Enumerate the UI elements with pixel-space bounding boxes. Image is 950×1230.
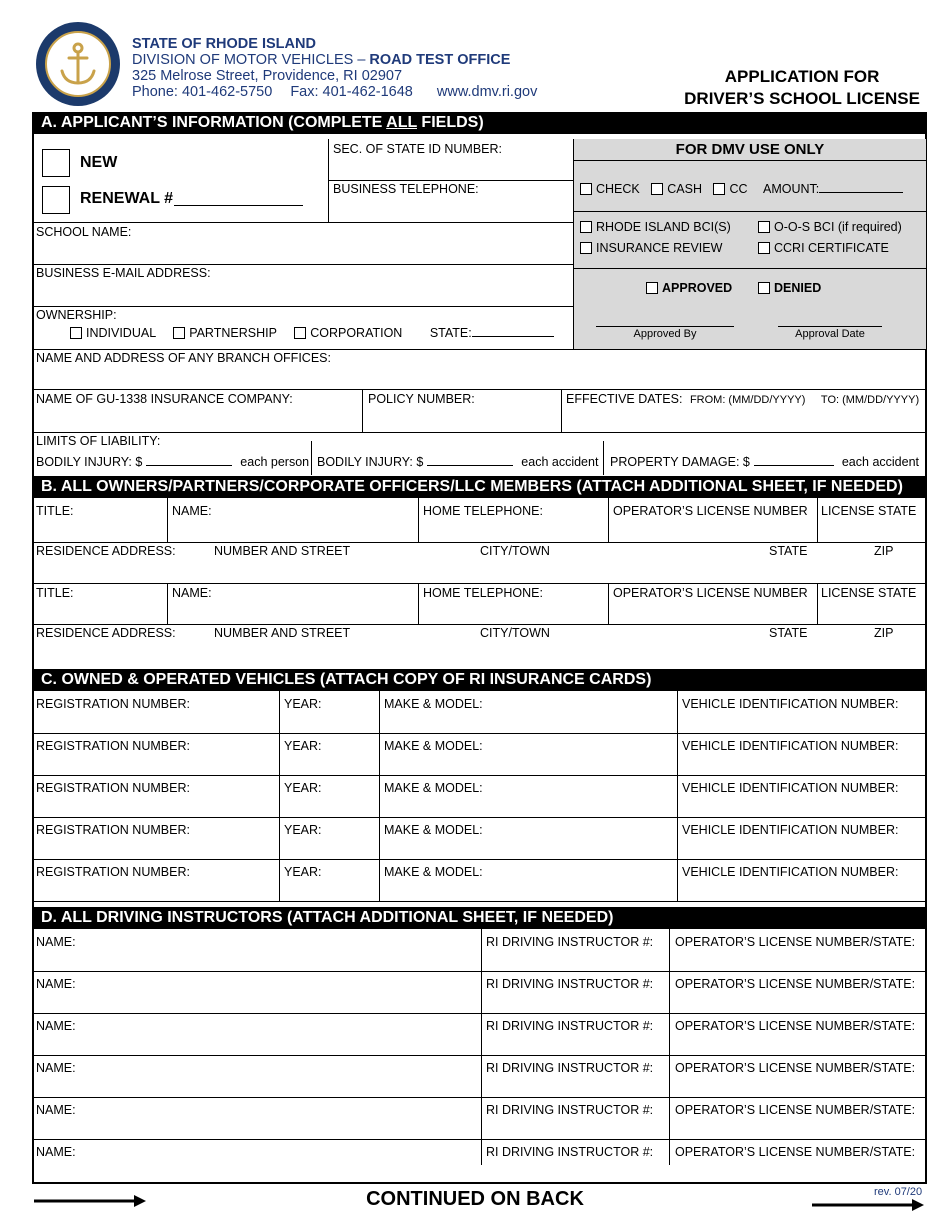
owner1-license-state-label: LICENSE STATE [821,504,917,518]
instructor-license-label: OPERATOR’S LICENSE NUMBER/STATE: [675,935,916,949]
business-telephone-label: BUSINESS TELEPHONE: [333,182,479,196]
cash-label: CASH [667,182,702,196]
instructor-license-label: OPERATOR’S LICENSE NUMBER/STATE: [675,1061,916,1075]
effective-dates-label [566,392,919,407]
owner1-city-label: CITY/TOWN [480,544,550,558]
vehicle-registration-label: REGISTRATION NUMBER: [36,697,190,711]
denied-label: DENIED [774,281,822,295]
bodily-injury-accident [317,455,598,470]
renewal-checkbox[interactable] [42,186,70,214]
vehicle-registration-label: REGISTRATION NUMBER: [36,739,190,753]
section-c-heading: C. OWNED & OPERATED VEHICLES (ATTACH COPY OF RI INSURANCE CARDS) [32,669,927,691]
anchor-icon [47,33,109,95]
owner2-state-label: STATE [769,626,808,640]
section-b-heading: B. ALL OWNERS/PARTNERS/CORPORATE OFFICERS/LLC MEMBERS (ATTACH ADDITIONAL SHEET, IF NEEDED) [32,476,927,498]
amount-label: AMOUNT: [763,182,820,196]
property-damage-label: PROPERTY DAMAGE: $ [610,455,750,469]
instructor-number-label: RI DRIVING INSTRUCTOR #: [486,1103,654,1117]
website-link[interactable]: www.dmv.ri.gov [436,84,538,100]
denied-option [758,281,821,296]
owner1-name-label: NAME: [172,504,212,518]
vehicle-year-label: YEAR: [284,781,322,795]
instructor-number-label: RI DRIVING INSTRUCTOR #: [486,935,654,949]
vehicle-make-model-label: MAKE & MODEL: [384,739,483,753]
phone-number: Phone: 401-462-5750 [132,84,273,100]
ccri-option [758,241,889,256]
instructor-license-label: OPERATOR’S LICENSE NUMBER/STATE: [675,1103,916,1117]
bodily-injury-person-label: BODILY INJURY: $ [36,455,143,469]
instructor-name-label: NAME: [36,935,76,949]
state-name: STATE OF RHODE ISLAND [132,36,316,52]
each-accident-label: each accident [521,455,599,469]
payment-options [580,182,903,197]
street-address: 325 Melrose Street, Providence, RI 02907 [132,68,403,84]
school-name-label: SCHOOL NAME: [36,225,132,239]
business-email-label: BUSINESS E-MAIL ADDRESS: [36,266,211,280]
instructor-name-label: NAME: [36,1145,76,1159]
new-checkbox[interactable] [42,149,70,177]
instructor-number-label: RI DRIVING INSTRUCTOR #: [486,1019,654,1033]
property-damage-field[interactable] [754,456,834,466]
vehicle-registration-label: REGISTRATION NUMBER: [36,781,190,795]
effective-from-label: FROM: (MM/DD/YYYY) [689,394,806,406]
vehicle-registration-label: REGISTRATION NUMBER: [36,823,190,837]
ccri-checkbox[interactable] [758,242,770,254]
check-label: CHECK [596,182,640,196]
owner1-zip-label: ZIP [874,544,894,558]
property-each-accident-label: each accident [841,455,919,469]
ri-bci-option [580,220,731,235]
vehicle-make-model-label: MAKE & MODEL: [384,697,483,711]
partnership-checkbox[interactable] [173,327,185,339]
vehicle-vin-label: VEHICLE IDENTIFICATION NUMBER: [682,697,899,711]
instructor-number-label: RI DRIVING INSTRUCTOR #: [486,1145,654,1159]
owner2-zip-label: ZIP [874,626,894,640]
division-line [132,52,537,68]
amount-field[interactable] [819,185,903,193]
individual-checkbox[interactable] [70,327,82,339]
vehicle-make-model-label: MAKE & MODEL: [384,781,483,795]
oos-bci-option [758,220,902,235]
owner2-city-label: CITY/TOWN [480,626,550,640]
property-damage [610,455,919,470]
bodily-injury-accident-label: BODILY INJURY: $ [317,455,424,469]
owner2-home-telephone-label: HOME TELEPHONE: [423,586,543,600]
each-person-label: each person [240,455,310,469]
vehicle-year-label: YEAR: [284,823,322,837]
instructor-name-label: NAME: [36,977,76,991]
section-a-heading-pre: A. APPLICANT’S INFORMATION (COMPLETE [41,114,387,131]
fax-number: Fax: 401-462-1648 [290,84,413,100]
ri-bci-checkbox[interactable] [580,221,592,233]
title-line-2: DRIVER’S SCHOOL LICENSE [684,89,920,108]
approved-option [646,281,732,296]
partnership-label: PARTNERSHIP [189,326,277,340]
effective-to-label: TO: (MM/DD/YYYY) [820,394,920,406]
instructor-name-label: NAME: [36,1103,76,1117]
approval-date-label: Approval Date [795,328,865,340]
bodily-injury-person [36,455,309,470]
office-name: ROAD TEST OFFICE [369,52,511,68]
owner2-name-label: NAME: [172,586,212,600]
approved-label: APPROVED [662,281,733,295]
approval-date-line[interactable] [778,326,882,327]
owner2-number-street-label: NUMBER AND STREET [214,626,351,640]
agency-block [132,36,537,100]
vehicle-year-label: YEAR: [284,865,322,879]
section-a-heading-all: ALL [386,114,417,131]
instructor-license-label: OPERATOR’S LICENSE NUMBER/STATE: [675,1145,916,1159]
continued-on-back: CONTINUED ON BACK [366,1188,584,1210]
vehicle-year-label: YEAR: [284,739,322,753]
insurance-review-checkbox[interactable] [580,242,592,254]
ri-bci-label: RHODE ISLAND BCI(S) [596,220,731,234]
ccri-label: CCRI CERTIFICATE [774,241,889,255]
check-checkbox[interactable] [580,183,592,195]
approved-by-label: Approved By [633,328,697,340]
effective-dates-text: EFFECTIVE DATES: [566,392,683,406]
instructor-license-label: OPERATOR’S LICENSE NUMBER/STATE: [675,1019,916,1033]
section-a-heading [32,112,927,134]
owner2-residence-label: RESIDENCE ADDRESS: [36,626,176,640]
cc-label: CC [729,182,748,196]
denied-checkbox[interactable] [758,282,770,294]
vehicle-registration-label: REGISTRATION NUMBER: [36,865,190,879]
title-line-1: APPLICATION FOR [724,67,880,86]
owner1-residence-label: RESIDENCE ADDRESS: [36,544,176,558]
owner2-title-label: TITLE: [36,586,74,600]
ownership-options [70,326,554,341]
bodily-injury-person-field[interactable] [146,456,232,466]
approved-checkbox[interactable] [646,282,658,294]
revision-date: rev. 07/20 [874,1186,923,1198]
insurance-review-option [580,241,722,256]
arrow-right-icon [810,1197,926,1213]
bodily-injury-accident-field[interactable] [427,456,513,466]
insurance-company-label: NAME OF GU-1338 INSURANCE COMPANY: [36,392,293,406]
vehicle-vin-label: VEHICLE IDENTIFICATION NUMBER: [682,823,899,837]
owner2-license-state-label: LICENSE STATE [821,586,917,600]
owner1-home-telephone-label: HOME TELEPHONE: [423,504,543,518]
oos-bci-checkbox[interactable] [758,221,770,233]
limits-label: LIMITS OF LIABILITY: [36,434,161,448]
corporation-checkbox[interactable] [294,327,306,339]
renewal-label: RENEWAL # [80,190,174,207]
instructor-number-label: RI DRIVING INSTRUCTOR #: [486,977,654,991]
sec-state-id-label: SEC. OF STATE ID NUMBER: [333,142,502,156]
vehicle-vin-label: VEHICLE IDENTIFICATION NUMBER: [682,739,899,753]
vehicle-year-label: YEAR: [284,697,322,711]
form-title [684,66,920,110]
approved-by-line[interactable] [596,326,734,327]
renewal-number-field[interactable] [174,190,303,206]
instructor-license-label: OPERATOR’S LICENSE NUMBER/STATE: [675,977,916,991]
contact-line [132,84,537,100]
branch-offices-label: NAME AND ADDRESS OF ANY BRANCH OFFICES: [36,351,331,365]
owner1-state-label: STATE [769,544,808,558]
division-name: DIVISION OF MOTOR VEHICLES – [132,52,370,68]
instructor-name-label: NAME: [36,1061,76,1075]
policy-number-label: POLICY NUMBER: [368,392,475,406]
instructor-number-label: RI DRIVING INSTRUCTOR #: [486,1061,654,1075]
vehicle-vin-label: VEHICLE IDENTIFICATION NUMBER: [682,865,899,879]
vehicle-vin-label: VEHICLE IDENTIFICATION NUMBER: [682,781,899,795]
new-label: NEW [80,154,118,171]
cc-checkbox[interactable] [713,183,725,195]
individual-label: INDIVIDUAL [86,326,156,340]
owner2-operator-license-label: OPERATOR’S LICENSE NUMBER [613,586,808,600]
owner1-operator-license-label: OPERATOR’S LICENSE NUMBER [613,504,808,518]
owner1-number-street-label: NUMBER AND STREET [214,544,351,558]
section-a-heading-post: FIELDS) [416,114,484,131]
right-arrow [810,1197,926,1218]
ownership-label: OWNERSHIP: [36,308,117,322]
corporation-label: CORPORATION [310,326,403,340]
ownership-state-label: STATE: [429,326,472,340]
oos-bci-label: O-O-S BCI (if required) [774,220,902,234]
instructor-name-label: NAME: [36,1019,76,1033]
section-d-heading: D. ALL DRIVING INSTRUCTORS (ATTACH ADDITIONAL SHEET, IF NEEDED) [32,907,927,929]
dmv-use-heading: FOR DMV USE ONLY [675,141,825,158]
insurance-review-label: INSURANCE REVIEW [596,241,723,255]
cash-checkbox[interactable] [651,183,663,195]
vehicle-make-model-label: MAKE & MODEL: [384,823,483,837]
state-seal-logo [36,22,120,106]
vehicle-make-model-label: MAKE & MODEL: [384,865,483,879]
ownership-state-field[interactable] [472,327,554,337]
owner1-title-label: TITLE: [36,504,74,518]
